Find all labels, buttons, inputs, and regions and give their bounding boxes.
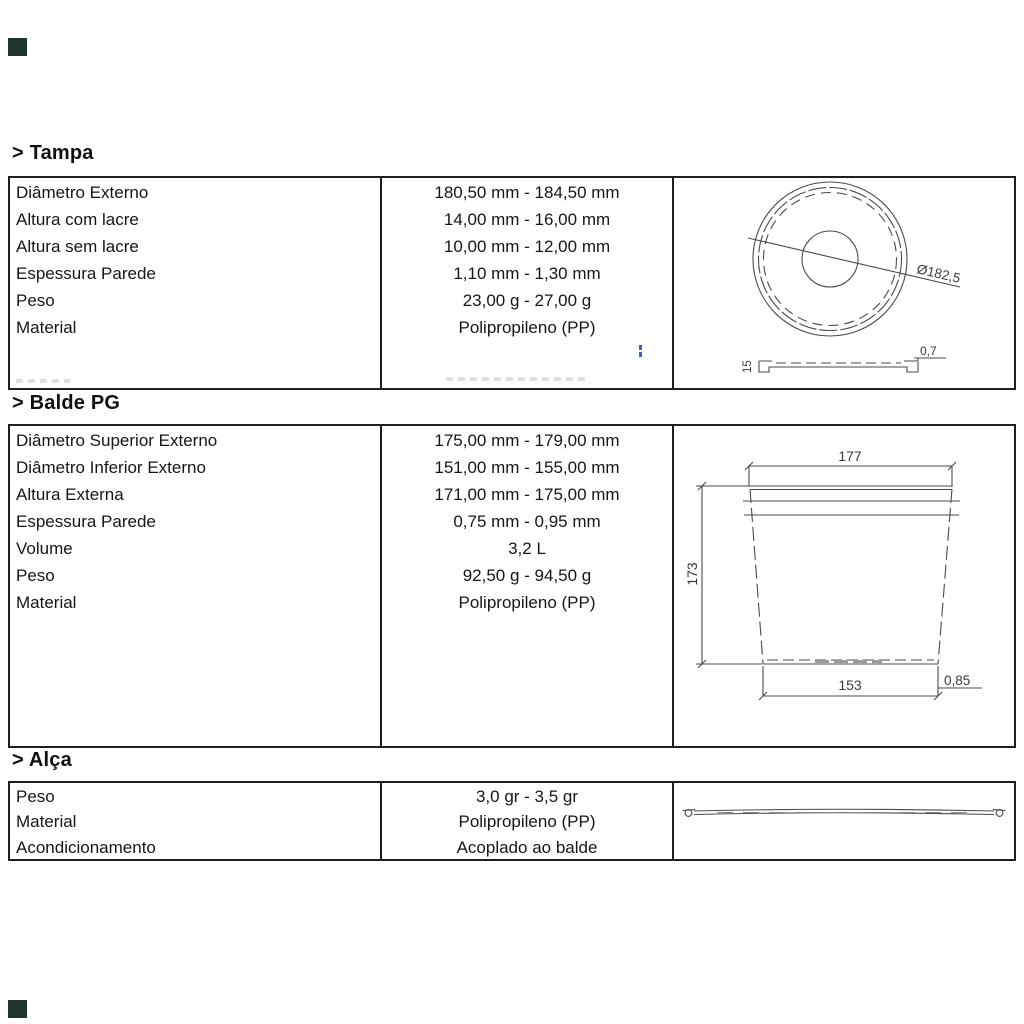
spec-label: Espessura Parede <box>16 512 156 531</box>
spec-label: Material <box>16 318 77 337</box>
spec-label: Volume <box>16 539 73 558</box>
spec-label: Peso <box>16 566 55 585</box>
section-heading-balde: > Balde PG <box>12 392 121 414</box>
spec-value: 1,10 mm - 1,30 mm <box>453 264 601 283</box>
section-heading-alca: > Alça <box>12 749 72 771</box>
lid-top-view <box>748 182 962 336</box>
spec-label: Altura com lacre <box>16 210 139 229</box>
lid-technical-drawing <box>672 176 1016 390</box>
bucket-wall-thickness-dimension: 0,85 <box>944 673 971 688</box>
corner-mark-top <box>8 38 27 56</box>
bucket-technical-drawing <box>672 424 1016 748</box>
spec-label: Diâmetro Superior Externo <box>16 431 218 450</box>
spec-value: 180,50 mm - 184,50 mm <box>434 183 620 202</box>
spec-label: Material <box>16 593 77 612</box>
spec-label: Peso <box>16 787 55 806</box>
spec-value: 0,75 mm - 0,95 mm <box>453 512 601 531</box>
alca-value-column <box>382 784 672 860</box>
handle-side-view <box>683 809 1006 816</box>
lid-thickness-dimension: 0,7 <box>920 344 937 358</box>
spec-label: Acondicionamento <box>16 837 156 857</box>
bucket-height-dimension: 173 <box>684 562 700 586</box>
spec-value: Polipropileno (PP) <box>458 812 596 832</box>
spec-label: Altura Externa <box>16 485 124 504</box>
ghost-text-artifact <box>16 379 70 383</box>
balde-label-column <box>10 427 380 616</box>
ghost-text-artifact <box>446 377 586 381</box>
handle-technical-drawing <box>672 781 1016 861</box>
spec-value: 151,00 mm - 155,00 mm <box>434 458 620 477</box>
bucket-top-width-dimension: 177 <box>838 448 862 464</box>
spec-value: Polipropileno (PP) <box>458 318 596 337</box>
spec-value: 171,00 mm - 175,00 mm <box>434 485 620 504</box>
spec-label: Altura sem lacre <box>16 237 139 256</box>
spec-value: 14,00 mm - 16,00 mm <box>443 210 611 229</box>
blue-mark-artifact <box>639 345 642 357</box>
spec-value: 10,00 mm - 12,00 mm <box>443 237 611 256</box>
balde-value-column <box>382 427 672 616</box>
alca-label-column <box>10 784 380 860</box>
spec-value: 3,0 gr - 3,5 gr <box>475 787 579 806</box>
lid-diameter-dimension: Ø182,5 <box>915 261 962 286</box>
spec-label: Espessura Parede <box>16 264 156 283</box>
bucket-bottom-width-dimension: 153 <box>838 677 862 693</box>
spec-label: Diâmetro Inferior Externo <box>16 458 206 477</box>
spec-value: 23,00 g - 27,00 g <box>462 291 592 310</box>
spec-value: 92,50 g - 94,50 g <box>462 566 592 585</box>
bucket-side-elevation <box>684 448 982 700</box>
corner-mark-bottom <box>8 1000 27 1018</box>
spec-label: Diâmetro Externo <box>16 183 149 202</box>
tampa-value-column <box>382 179 672 341</box>
spec-value: 175,00 mm - 179,00 mm <box>434 431 620 450</box>
tampa-label-column <box>10 179 380 341</box>
spec-label: Material <box>16 812 77 832</box>
spec-value: Polipropileno (PP) <box>458 593 596 612</box>
lid-height-dimension: 15 <box>742 360 754 373</box>
spec-value: Acoplado ao balde <box>456 837 598 857</box>
section-heading-tampa: > Tampa <box>12 142 94 164</box>
spec-label: Peso <box>16 291 55 310</box>
lid-side-view <box>742 344 946 373</box>
spec-value: 3,2 L <box>508 539 546 558</box>
